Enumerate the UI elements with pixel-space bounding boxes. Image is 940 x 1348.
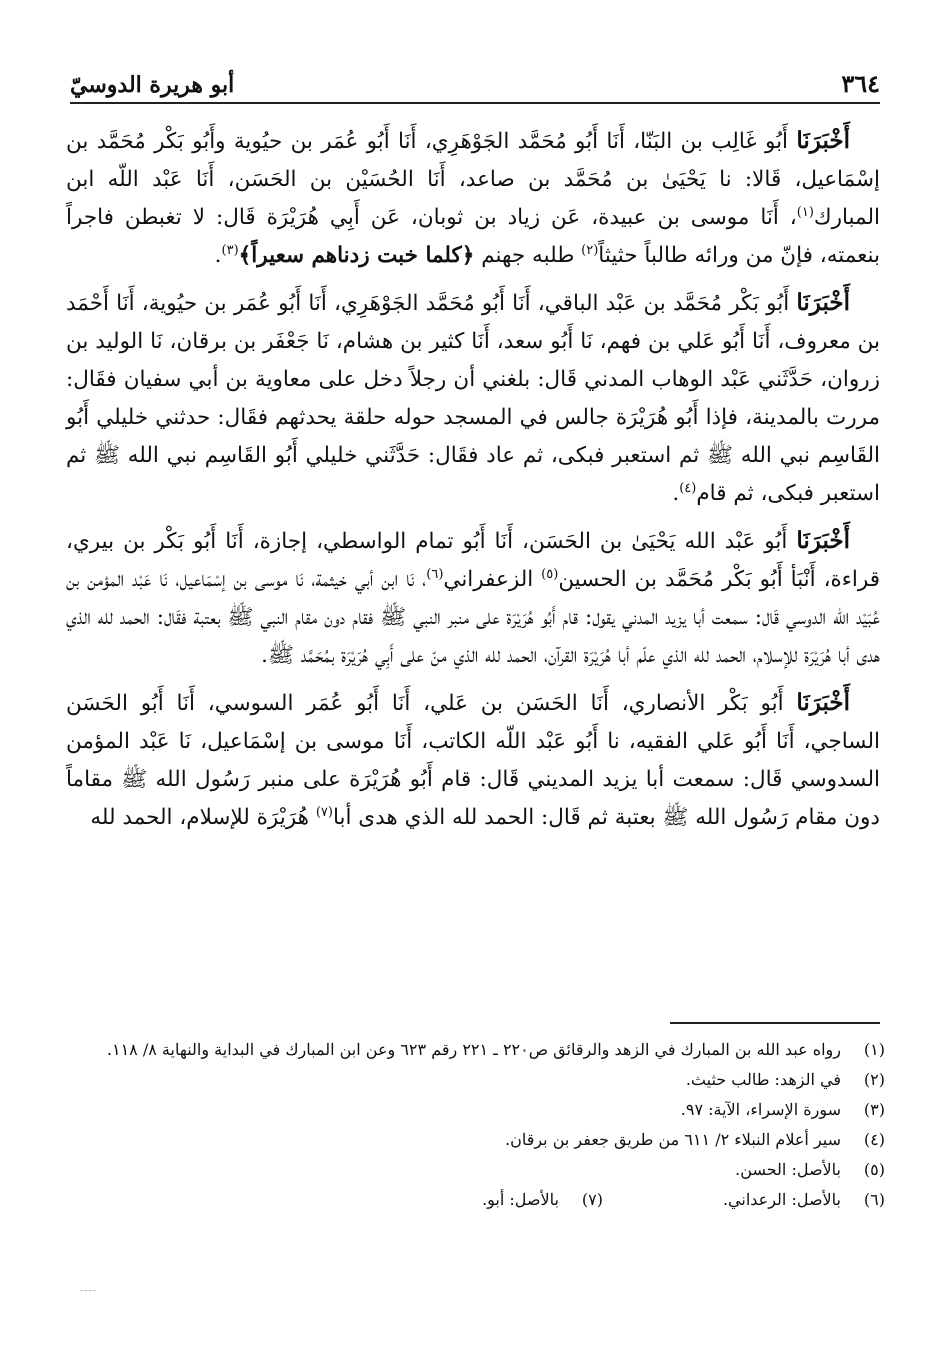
footnotes [70, 1035, 885, 1215]
footnote-number: (٤) [863, 1130, 885, 1149]
paragraph-1-text-d: . [214, 243, 222, 268]
paragraph-3-text-a: أَبُو عَبْد الله يَحْيَىٰ بن الحَسَن، أَنَا أَبُو تمام الواسطي، إجازة، أَنَا أَبُو بَكْر بن بيري، قراءة، أَنْبَأ أَبُو بَكْر مُحَمَّد بن الحسين [66, 529, 880, 592]
footnote-ref-2: (٢) [581, 242, 599, 258]
paragraph-1-text-c: طلبه جهنم [474, 243, 582, 268]
footnote-5 [70, 1155, 885, 1185]
footnote-number: (١) [863, 1040, 885, 1059]
footnote-text: بالأصل: الرعداني. [722, 1190, 841, 1209]
footnote-6 [723, 1185, 885, 1215]
footnote-2 [70, 1065, 885, 1095]
footnote-number: (٦) [863, 1190, 885, 1209]
footnote-separator [670, 1022, 880, 1024]
paragraph-1 [66, 122, 880, 275]
paragraph-3-text-c: ، نَا ابن أبي خيثمة، نَا موسى بن إسْمَاعيل، نَا عَبْد المؤمن بن عُبَيْد اللّه الدوسي قَال: سمعت أبا يزيد المدني يقول: قام أَبُو هُرَيْرَة على منبر النبي ﷺ فقام دون مقام النبي ﷺ بعتبة فقَال: الحمد لله الذي هدى أبا هُرَيْرَة للإسلام، الحمد لله الذي علّم أبا هُرَيْرَة القرآن، الحمد لله الذي منّ على أَبِي هُرَيْرَة بمُحَمَّد ﷺ. [66, 567, 880, 668]
footnote-1 [70, 1035, 885, 1065]
page-number: ٣٦٤ [841, 69, 880, 98]
footnote-number: (٢) [863, 1070, 885, 1089]
footnote-text: سير أعلام النبلاء ٢/ ٦١١ من طريق جعفر بن برقان. [504, 1130, 841, 1149]
paragraph-4-text-a: أَبُو بَكْر الأنصاري، أَنَا الحَسَن بن عَلي، أَنَا أَبُو عُمَر السوسي، أَنَا أَبُو الحَسَن الساجي، أَنَا أَبُو عَلي الفقيه، نا أَبُو عَبْد اللّه الكاتب، أَنَا موسى بن إسْمَاعيل، نَا عَبْد المؤمن السدوسي قَال: سمعت أبا يزيد المديني قَال: قام أَبُو هُرَيْرَة على منبر رَسُول الله ﷺ مقاماً دون مقام رَسُول الله ﷺ بعتبة ثم قَال: الحمد لله الذي هدى أبا [66, 691, 880, 830]
footnote-ref-4: (٤) [679, 480, 697, 496]
footnote-ref-3: (٣) [221, 242, 239, 258]
paragraph-4 [66, 684, 880, 837]
header-title: أبو هريرة الدوسيّ [70, 72, 235, 98]
footnote-ref-6: (٦) [426, 566, 444, 582]
footnote-number: (٣) [863, 1100, 885, 1119]
running-head [70, 58, 880, 104]
paragraph-1-text-a: أَبُو غَالِب بن البَنّا، أَنَا أَبُو مُحَمَّد الجَوْهَرِي، أَنَا أَبُو عُمَر بن حيُوية وأَبُو بَكْر مُحَمَّد بن إسْمَاعيل، قَالا: نا يَحْيَىٰ بن مُحَمَّد بن صاعد، أَنَا الحُسَيْن بن الحَسَن، أَنَا عَبْد اللّه ابن المبارك [66, 129, 880, 230]
footnote-text: رواه عبد الله بن المبارك في الزهد والرقائق ص٢٢٠ ـ ٢٢١ رقم ٦٢٣ وعن ابن المبارك في البداية والنهاية ٨/ ١١٨. [106, 1040, 841, 1059]
footnote-4 [70, 1125, 885, 1155]
keyword-akhbarana: أَخْبَرَنَا [796, 527, 850, 554]
footnote-text: سورة الإسراء، الآية: ٩٧. [680, 1100, 841, 1119]
footnote-ref-1: (١) [796, 204, 814, 220]
footnote-3 [70, 1095, 885, 1125]
margin-mark [80, 1290, 96, 1291]
paragraph-3-text-b: الزعفراني [443, 567, 542, 592]
keyword-akhbarana: أَخْبَرَنَا [796, 689, 850, 716]
footnote-number: (٧) [581, 1190, 603, 1209]
quran-verse: ﴿كلما خبت زدناهم سعيراً﴾ [238, 243, 475, 268]
footnote-text: بالأصل: الحسن. [735, 1160, 841, 1179]
footnote-row-6-7 [70, 1185, 885, 1215]
paragraph-1-text-b: ، أَنَا موسى بن عبيدة، عَن زياد بن ثوبان، عَن أَبِي هُرَيْرَة قَال: لا تغبطن فاجراً بنعمته، فإنّ من ورائه طالباً حثيثاً [66, 205, 880, 268]
keyword-akhbarana: أَخْبَرَنَا [796, 289, 850, 316]
paragraph-2-text-a: أَبُو بَكْر مُحَمَّد بن عَبْد الباقي، أَنَا أَبُو مُحَمَّد الجَوْهَرِي، أَنَا أَبُو عُمَر بن حيُوية، أَنَا أَحْمَد بن معروف، أَنَا أَبُو عَلي بن فهم، نَا أَبُو سعد، أَنَا كثير بن هشام، نَا جَعْفَر بن برقان، نَا الوليد بن زروان، حَدَّثَني عَبْد الوهاب المدني قَال: بلغني أن رجلاً دخل على معاوية بن أبي سفيان فقَال: مررت بالمدينة، فإذا أَبُو هُرَيْرَة جالس في المسجد حوله حلقة يحدثهم فقَال: حدثني خليلي أَبُو القَاسِم نبي الله ﷺ ثم استعبر فبكى، ثم عاد فقَال: حَدَّثَني خليلي أَبُو القَاسِم نبي الله ﷺ ثم استعبر فبكى، ثم قام [66, 291, 880, 506]
paragraph-2-text-b: . [672, 481, 680, 506]
paragraph-4-text-b: هُرَيْرَة للإسلام، الحمد لله [90, 805, 316, 830]
footnote-7 [482, 1185, 603, 1215]
footnote-ref-5: (٥) [541, 566, 559, 582]
main-text [66, 122, 880, 846]
footnote-number: (٥) [863, 1160, 885, 1179]
footnote-ref-7: (٧) [315, 804, 333, 820]
keyword-akhbarana: أَخْبَرَنَا [796, 127, 850, 154]
paragraph-3 [66, 522, 880, 675]
paragraph-2 [66, 284, 880, 513]
footnote-text: في الزهد: طالب حثيث. [685, 1070, 841, 1089]
footnote-text: بالأصل: أبو. [482, 1190, 559, 1209]
